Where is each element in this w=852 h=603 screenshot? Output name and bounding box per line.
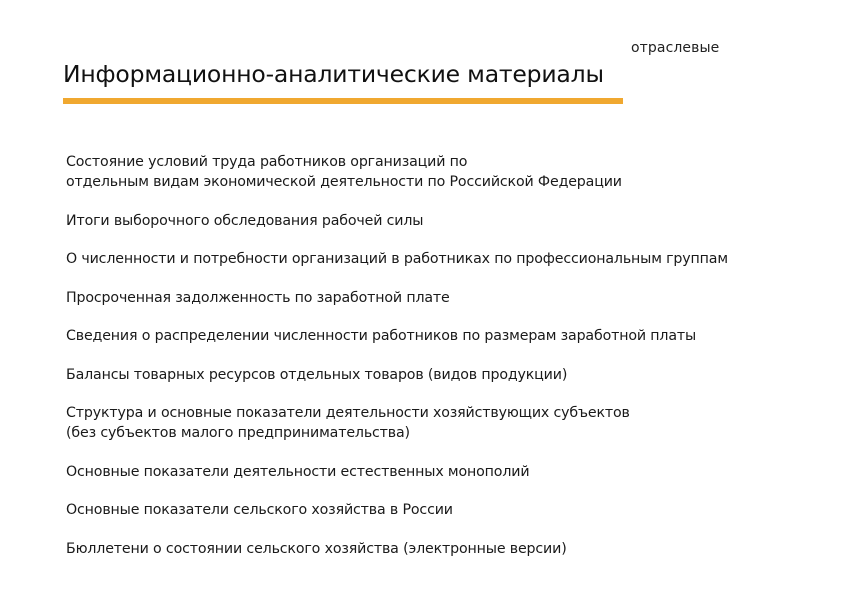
- material-link-workforce-demand[interactable]: [66, 249, 728, 269]
- material-link-line: (без субъектов малого предпринимательства): [66, 425, 410, 441]
- material-link-labor-conditions[interactable]: [66, 152, 728, 192]
- category-label: отраслевые: [631, 40, 720, 56]
- material-link-natural-monopolies[interactable]: [66, 462, 728, 482]
- material-link-line: отдельным видам экономической деятельности по Российской Федерации: [66, 174, 622, 190]
- material-link-line: О численности и потребности организаций в работниках по профессиональным группам: [66, 251, 728, 267]
- material-link-business-structure[interactable]: [66, 403, 728, 443]
- material-link-line: Просроченная задолженность по заработной плате: [66, 289, 450, 306]
- material-link-commodity-balances[interactable]: [66, 365, 728, 385]
- material-link-agriculture-indicators[interactable]: [66, 500, 728, 520]
- materials-list: [66, 152, 728, 577]
- title-underline: [63, 98, 623, 104]
- material-link-line: Основные показатели деятельности естественных монополий: [66, 463, 530, 480]
- page-title: Информационно-аналитические материалы: [63, 60, 604, 88]
- material-link-line: Балансы товарных ресурсов отдельных товаров (видов продукции): [66, 366, 568, 383]
- material-link-line: Бюллетени о состоянии сельского хозяйства (электронные версии): [66, 540, 567, 557]
- material-link-line: Структура и основные показатели деятельности хозяйствующих субъектов: [66, 405, 630, 421]
- material-link-wage-arrears[interactable]: [66, 288, 728, 308]
- material-link-wage-distribution[interactable]: [66, 326, 728, 346]
- material-link-labor-force-survey[interactable]: [66, 211, 728, 231]
- material-link-agriculture-bulletins[interactable]: [66, 539, 728, 559]
- material-link-line: Сведения о распределении численности работников по размерам заработной платы: [66, 328, 697, 344]
- material-link-line: Основные показатели сельского хозяйства в России: [66, 502, 453, 518]
- material-link-line: Итоги выборочного обследования рабочей силы: [66, 212, 424, 229]
- material-link-line: Состояние условий труда работников организаций по: [66, 154, 468, 170]
